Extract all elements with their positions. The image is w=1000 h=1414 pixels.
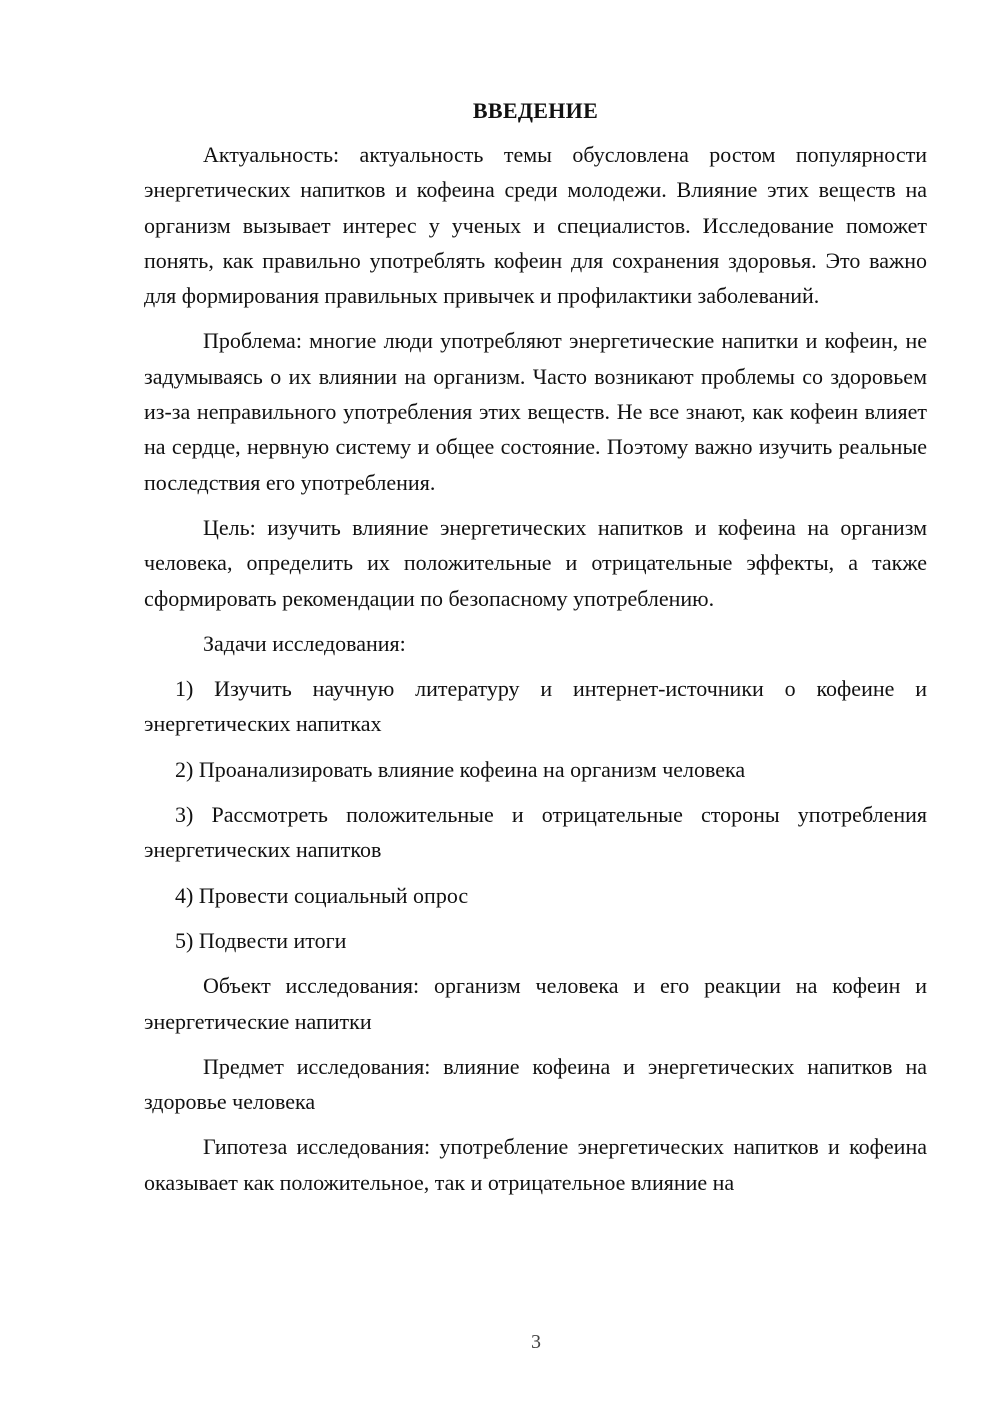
paragraph-tasks-heading: Задачи исследования:	[203, 630, 406, 656]
task-item-5: 5) Подвести итоги	[175, 927, 347, 953]
paragraph-problem: Проблема: многие люди употребляют энергетические напитки и кофеин, не задумываясь о их влиянии на организм. Часто возникают проблемы со здоровьем из-за неправильного употребления этих веществ. Не все знают, как кофеин влияет на сердце, нервную систему и общее состояние. Поэтому важно изучить реальные последствия его употребления.	[144, 328, 927, 495]
task-item-4: 4) Провести социальный опрос	[175, 882, 469, 908]
page-number: 3	[531, 1331, 541, 1353]
page-content	[144, 95, 927, 1210]
paragraph-relevance: Актуальность: актуальность темы обусловлена ростом популярности энергетических напитков и кофеина среди молодежи. Влияние этих веществ на организм вызывает интерес у ученых и специалистов. Исследование поможет понять, как правильно употреблять кофеин для сохранения здоровья. Это важно для формирования правильных привычек и профилактики заболеваний.	[144, 142, 927, 309]
section-title: ВВЕДЕНИЕ	[472, 98, 599, 123]
paragraph-object: Объект исследования: организм человека и его реакции на кофеин и энергетические напитки	[144, 973, 927, 1034]
task-item-3: 3) Рассмотреть положительные и отрицательные стороны употребления энергетических напитков	[144, 802, 927, 863]
task-item-1: 1) Изучить научную литературу и интернет-источники о кофеине и энергетических напитках	[144, 676, 927, 737]
task-item-2: 2) Проанализировать влияние кофеина на организм человека	[175, 756, 746, 782]
paragraph-subject: Предмет исследования: влияние кофеина и энергетических напитков на здоровье человека	[144, 1053, 927, 1115]
paragraph-goal: Цель: изучить влияние энергетических напитков и кофеина на организм человека, определить их положительные и отрицательные эффекты, а также сформировать рекомендации по безопасному употреблению.	[144, 514, 927, 611]
paragraph-hypothesis: Гипотеза исследования: употребление энергетических напитков и кофеина оказывает как положительное, так и отрицательное влияние на	[144, 1134, 927, 1195]
